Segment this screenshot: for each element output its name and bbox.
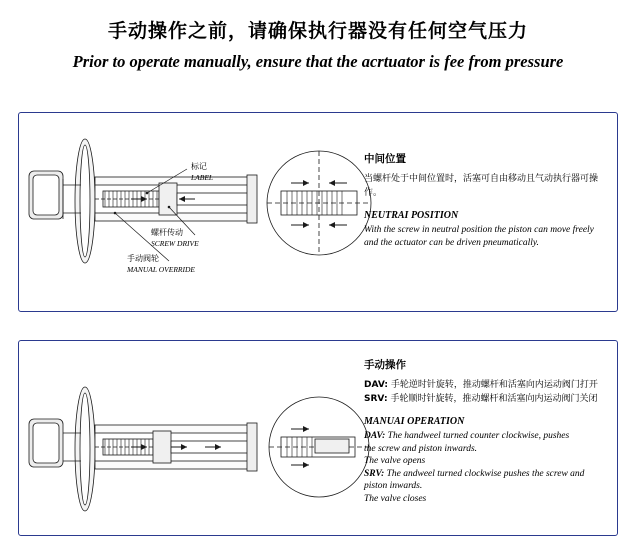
callout-label: 标记 LABEL bbox=[191, 162, 214, 182]
manual-line-cn-2: SRV: 手轮顺时针旋转，推动螺杆和活塞向内运动阀门关闭 bbox=[364, 394, 598, 404]
manual-en-dav-2: the screw and piston inwards. bbox=[364, 443, 478, 454]
manual-text-block bbox=[364, 357, 612, 505]
callout-manual-override: 手动阀轮 MANUAL OVERRIDE bbox=[127, 254, 195, 274]
page-title-cn: 手动操作之前，请确保执行器没有任何空气压力 bbox=[107, 20, 528, 42]
callout-screw-drive: 螺杆传动 SCREW DRIVE bbox=[151, 228, 199, 248]
manual-title-cn: 手动操作 bbox=[364, 359, 406, 371]
manual-en-dav-1: DAV: The handweel turned counter clockwise, pushes bbox=[364, 431, 570, 441]
neutral-text-block bbox=[364, 151, 606, 249]
manual-title-en: MANUAI OPERATION bbox=[364, 416, 465, 427]
neutral-body-cn: 当螺杆处于中间位置时，活塞可自由移动且气动执行器可操作。 bbox=[364, 174, 599, 198]
manual-en-srv-3: The valve closes bbox=[364, 493, 427, 504]
page-title-en: Prior to operate manually, ensure that the acrtuator is fee from pressure bbox=[72, 52, 564, 71]
manual-en-srv-2: piston inwards. bbox=[364, 481, 423, 491]
panel-manual-operation bbox=[18, 340, 618, 536]
panel-neutral-position bbox=[18, 112, 618, 312]
manual-en-dav-3: The valve opens bbox=[364, 456, 426, 466]
neutral-title-cn: 中间位置 bbox=[364, 153, 406, 165]
manual-en-srv-1: SRV: The andweel turned clockwise pushes the screw and bbox=[364, 468, 585, 479]
neutral-body-en: With the screw in neutral position the piston can move freely and the actuator can be driven pneumatically. bbox=[364, 225, 594, 248]
neutral-title-en: NEUTRAI POSITION bbox=[364, 210, 459, 221]
manual-line-cn-1: DAV: 手轮逆时针旋转，推动螺杆和活塞向内运动阀门打开 bbox=[364, 380, 598, 390]
